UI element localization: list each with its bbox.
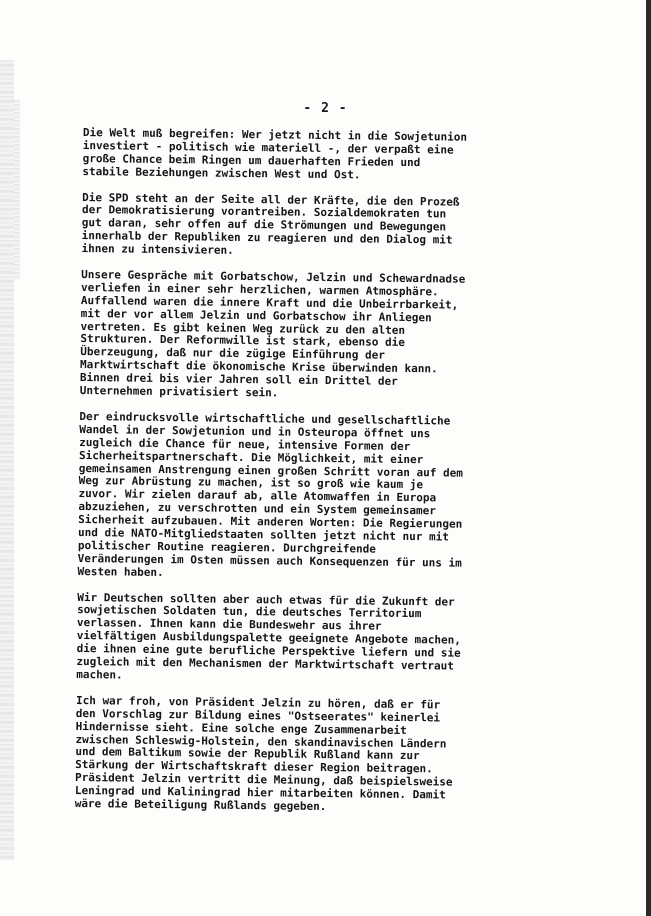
scan-artifact-left-inner [14,100,20,280]
scan-artifact-left [0,60,14,860]
paragraph-world-must-understand: Die Welt muß begreifen: Wer jetzt nicht in die Sowjetunion investiert - politisch wie materiell -, der verpaßt eine große Chance beim Ringen um dauerhaften Frieden und stabile Beziehungen zwischen West und Ost. [82,126,468,182]
page-number: - 2 - [303,101,348,116]
paragraph-baltic-council: Ich war froh, von Präsident Jelzin zu hören, daß er für den Vorschlag zur Bildung eines "Ostseerates" keinerlei Hindernisse sieht. Eine solche enge Zusammenarbeit zwischen Schleswig-Holstein, den skandinavischen Ländern und dem Baltikum sowie der Republik Rußland kann zur Stärkung der Wirtschaftskraft dieser Region beitragen. Präsident Jelzin vertritt die Meinung, daß beispielsweise Leningrad und Kaliningrad hier mitarbeiten können. Damit wäre die Beteiligung Rußlands gegeben. [74,693,453,814]
paragraph-spd-democratization: Die SPD steht an der Seite all der Kräfte, die den Prozeß der Demokratisierung vorantreiben. Sozialdemokraten tun gut daran, sehr offen auf die Strömungen und Bewegungen innerhalb der Republiken zu reagieren und den Dialog mit ihnen zu intensivieren. [81,190,460,257]
paragraph-soviet-soldiers: Wir Deutschen sollten aber auch etwas für die Zukunft der sowjetischen Soldaten tun, die deutsches Territorium verlassen. Ihnen kann die Bundeswehr aus ihrer vielfältigen Ausbildungspalette geeignete Angebote machen, die ihnen eine gute berufliche Perspektive liefern und sie zugleich mit den Mechanismen der Marktwirtschaft vertraut machen. [76,590,461,682]
scan-artifact-right [646,0,651,916]
paragraph-talks-gorbachev-yeltsin: Unsere Gespräche mit Gorbatschow, Jelzin und Schewardnadse verliefen in einer sehr herzlichen, warmen Atmosphäre. Auffallend waren die innere Kraft und die Unbeirrbarkeit, mit der vor allem Jelzin und Gorbatschow ihr Anliegen vertreten. Es gibt keinen Weg zurück zu den alten Strukturen. Der Reformwille ist stark, ebenso die Überzeugung, daß nur die zügige Einführung der Marktwirtschaft die ökonomische Krise überwinden kann. Binnen drei bis vier Jahren soll ein Drittel der Unternehmen privatisiert sein. [79,267,466,400]
paragraph-security-partnership: Der eindrucksvolle wirtschaftliche und gesellschaftliche Wandel in der Sowjetunion und in Osteuropa öffnet uns zugleich die Chance für neue, intensive Formen der Sicherheitspartnerschaft. Die Möglichkeit, mit einer gemeinsamen Anstrengung einen großen Schritt voran auf dem Weg zur Abrüstung zu machen, ist so groß wie kaum je zuvor. Wir zielen darauf ab, alle Atomwaffen in Europa abzuziehen, zu verschrotten und ein System gemeinsamer Sicherheit aufzubauen. Mit anderen Worten: Die Regierungen und die NATO-Mitgliedstaaten sollten jetzt nicht nur mit politischer Routine reagieren. Durchgreifende Veränderungen im Osten müssen auch Konsequenzen für uns im Westen haben. [77,409,463,579]
letter-body [74,127,512,829]
